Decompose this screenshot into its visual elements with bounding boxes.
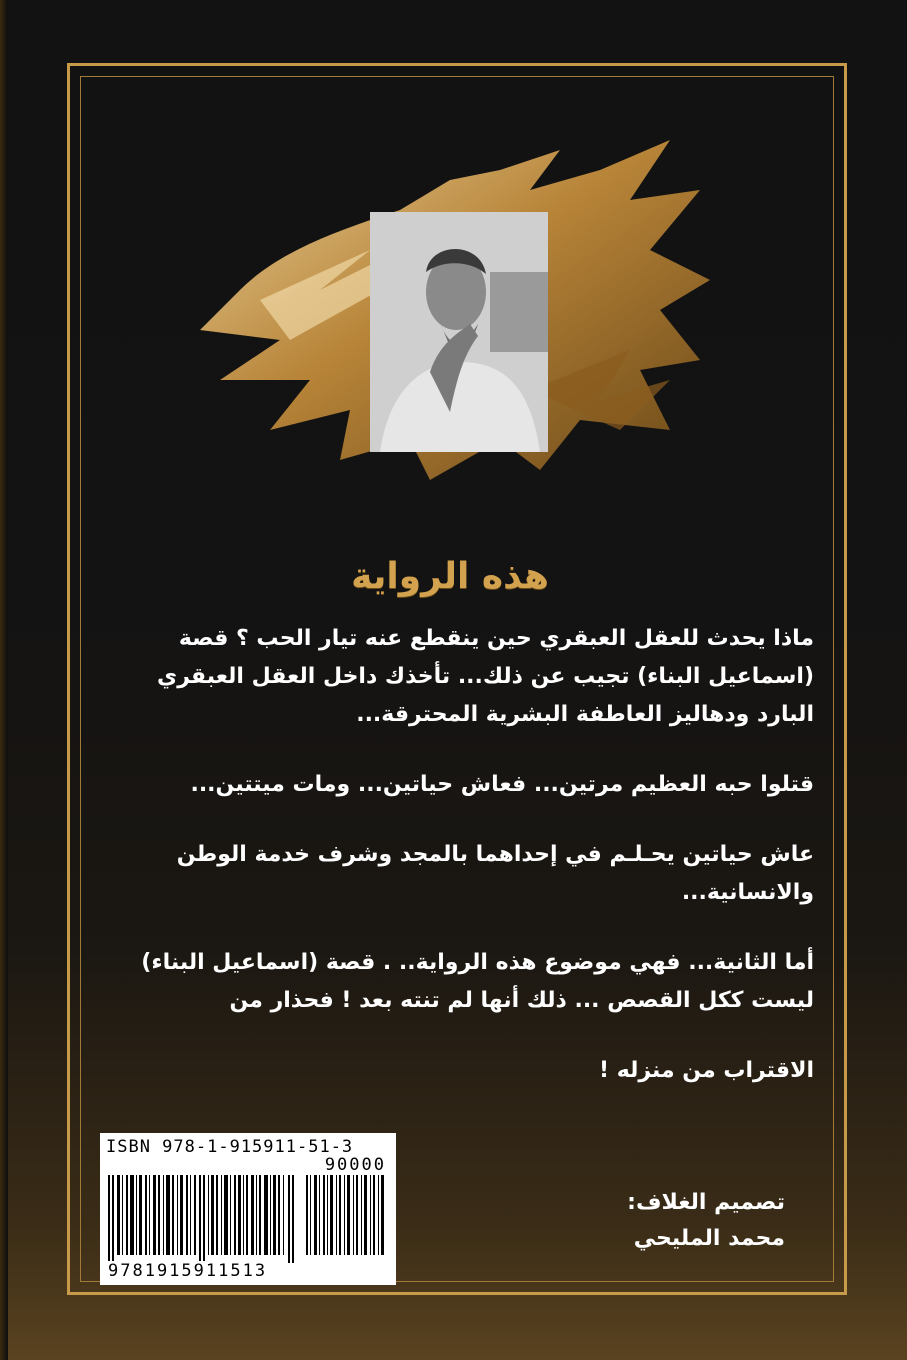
blurb-paragraph-4: أما الثانية... فهي موضوع هذه الرواية.. . قصة (اسماعيل البناء) ليست ككل القصص ... ذلك أنها لم تنته بعد ! فحذار من bbox=[141, 950, 814, 1013]
blurb-paragraph-3: عاش حياتين يحـلـم في إحداهما بالمجد وشرف خدمة الوطن والانسانية... bbox=[176, 842, 814, 905]
credit-label: تصميم الغلاف: bbox=[627, 1190, 785, 1215]
cover-design-credit bbox=[520, 1185, 785, 1257]
credit-name: محمد المليحي bbox=[633, 1226, 785, 1251]
spine-shadow bbox=[0, 0, 8, 1360]
blurb-paragraph-5: الاقتراب من منزله ! bbox=[599, 1058, 814, 1083]
isbn-number-text: ISBN 978-1-915911-51-3 bbox=[106, 1137, 354, 1157]
barcode-addon-bars bbox=[306, 1175, 386, 1255]
author-photo bbox=[370, 212, 548, 452]
isbn-barcode bbox=[100, 1133, 396, 1285]
ean-number-text: 9781915911513 bbox=[108, 1261, 268, 1281]
barcode-bars bbox=[108, 1175, 298, 1263]
blurb-text bbox=[96, 620, 814, 1122]
section-heading: هذه الرواية bbox=[351, 556, 549, 597]
blurb-paragraph-1: ماذا يحدث للعقل العبقري حين ينقطع عنه تيار الحب ؟ قصة (اسماعيل البناء) تجيب عن ذلك... تأخذك داخل العقل العبقري البارد ودهاليز العاطفة البشرية المحترقة... bbox=[157, 626, 814, 727]
barcode-addon-text: 90000 bbox=[324, 1155, 386, 1175]
blurb-paragraph-2: قتلوا حبه العظيم مرتين... فعاش حياتين... ومات ميتتين... bbox=[190, 772, 814, 797]
